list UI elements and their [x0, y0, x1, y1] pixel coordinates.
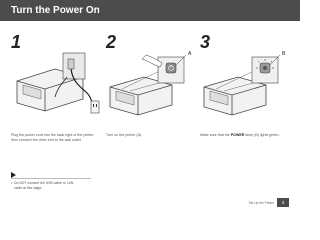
- step-3-text-part: Make sure that the: [200, 133, 231, 137]
- step-3-number: 3: [200, 32, 211, 52]
- note-text: Do NOT connect the USB cable or LAN cable at this stage.: [14, 181, 74, 190]
- page-title: Turn the Power On: [11, 5, 100, 16]
- step-1-text: Plug the power cord into the back right of the printer, then connect the other end to the wall outlet.: [11, 133, 95, 142]
- printer-plug-illustration: [11, 47, 101, 121]
- note-divider: [11, 178, 91, 179]
- step-2-number: 2: [106, 32, 117, 52]
- printer-power-button-illustration: [106, 47, 196, 121]
- footer-section-label: Set Up the Printer: [248, 201, 274, 205]
- page-header: [0, 0, 300, 21]
- note-bullet: •: [11, 181, 13, 185]
- callout-a: A: [188, 51, 192, 57]
- step-1-number: 1: [11, 32, 22, 52]
- page-number: 3: [277, 198, 289, 207]
- callout-b: B: [282, 51, 286, 57]
- step-2-text: Turn on the printer (A).: [106, 133, 143, 137]
- step-3-text-part-end: lamp (B) lights green.: [244, 133, 280, 137]
- printer-power-lamp-illustration: [200, 47, 290, 121]
- step-3-text: [200, 133, 288, 138]
- power-lamp-label: POWER: [230, 133, 245, 137]
